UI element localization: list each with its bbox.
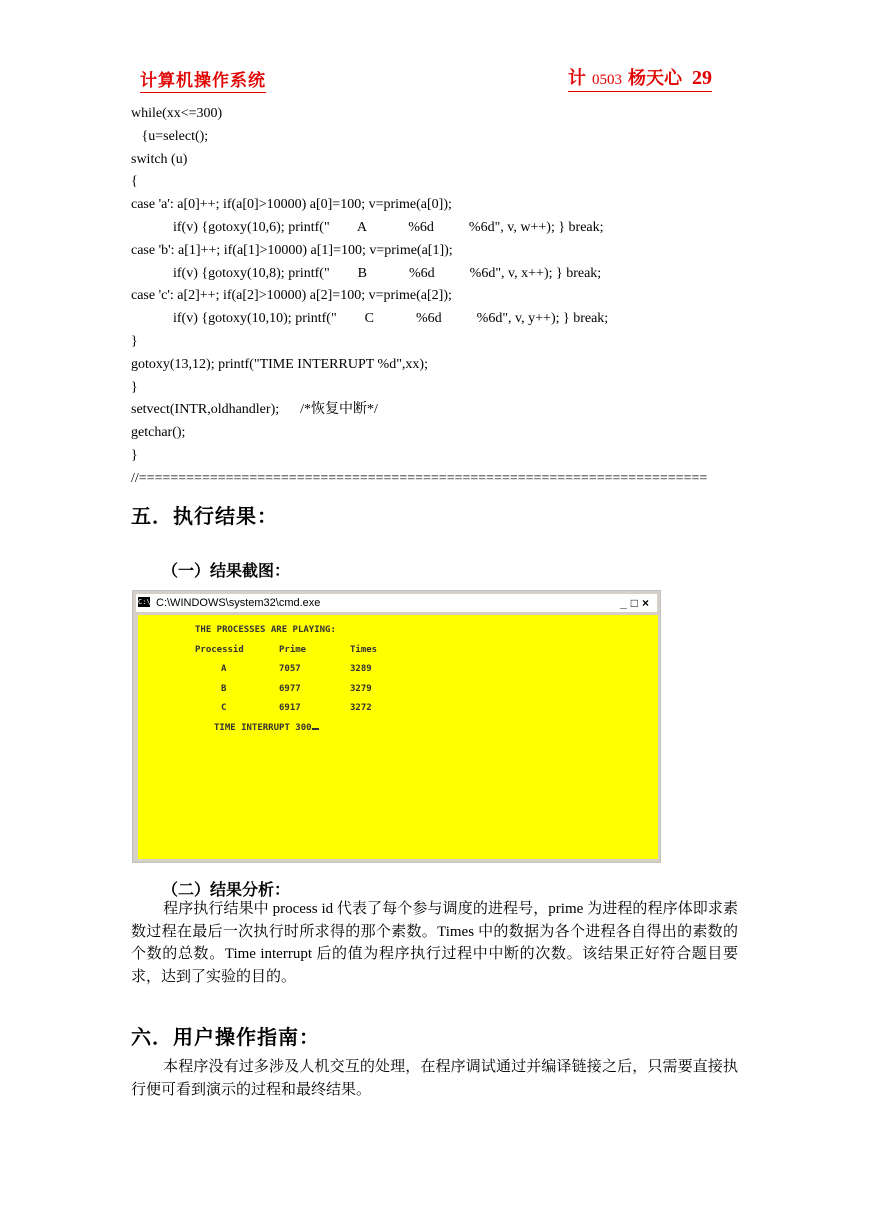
cmd-window <box>132 590 661 863</box>
author-name: 杨天心 <box>628 68 682 88</box>
row-c-id: C <box>221 703 227 713</box>
code-line: if(v) {gotoxy(10,8); printf(" B %6d %6d", v, x++); } break; <box>131 265 602 281</box>
section-5-sub2: （二）结果分析： <box>162 882 291 899</box>
section-6-title: 六．用户操作指南： <box>131 1027 320 1049</box>
analysis-paragraph <box>131 898 738 988</box>
section-5-title: 五．执行结果： <box>131 506 278 528</box>
console-heading: THE PROCESSES ARE PLAYING: <box>195 625 336 635</box>
code-line: case 'a': a[0]++; if(a[0]>10000) a[0]=100; v=prime(a[0]); <box>131 197 452 213</box>
code-line: switch (u) <box>131 151 188 167</box>
row-a-times: 3289 <box>350 664 372 674</box>
col-processid: Processid <box>195 645 244 655</box>
code-line: getchar(); <box>131 425 186 441</box>
code-line: if(v) {gotoxy(10,6); printf(" A %6d %6d", v, w++); } break; <box>131 219 604 235</box>
row-b-id: B <box>221 684 227 694</box>
col-prime: Prime <box>279 645 307 655</box>
row-b-prime: 6977 <box>279 684 301 694</box>
cmd-title: C:\WINDOWS\system32\cmd.exe <box>156 597 321 609</box>
code-line: setvect(INTR,oldhandler); /*恢复中断*/ <box>131 402 378 418</box>
code-line: case 'b': a[1]++; if(a[1]>10000) a[1]=100; v=prime(a[1]); <box>131 242 453 258</box>
code-line: } <box>131 447 138 463</box>
course-title: 计算机操作系统 <box>140 66 266 93</box>
code-line: case 'c': a[2]++; if(a[2]>10000) a[2]=100; v=prime(a[2]); <box>131 288 452 304</box>
row-c-times: 3272 <box>350 703 372 713</box>
console-output <box>138 615 658 859</box>
author-info <box>568 64 712 92</box>
row-b-times: 3279 <box>350 684 372 694</box>
code-block <box>131 103 707 491</box>
code-line: } <box>131 333 138 349</box>
guide-text: 本程序没有过多涉及人机交互的处理，在程序调试通过并编译链接之后，只需要直接执行便可看到演示的过程和最终结果。 <box>131 1059 738 1098</box>
section-5-sub1: （一）结果截图： <box>162 563 291 580</box>
code-line: //======================================================================== <box>131 470 708 486</box>
code-line: } <box>131 379 138 395</box>
col-times: Times <box>350 645 378 655</box>
guide-paragraph <box>131 1056 738 1101</box>
row-c-prime: 6917 <box>279 703 301 713</box>
cursor-icon <box>312 728 319 730</box>
code-line: gotoxy(13,12); printf("TIME INTERRUPT %d",xx); <box>131 356 428 372</box>
class-prefix: 计 <box>568 68 586 88</box>
code-line: {u=select(); <box>131 128 209 144</box>
cmd-icon: C:\ <box>138 598 151 606</box>
code-line: if(v) {gotoxy(10,10); printf(" C %6d %6d", v, y++); } break; <box>131 311 609 327</box>
code-line: { <box>131 174 138 190</box>
class-number: 0503 <box>592 72 622 88</box>
analysis-text: 程序执行结果中 process id 代表了每个参与调度的进程号，prime 为进程的程序体即求素数过程在最后一次执行时所求得的那个素数。Times 中的数据为各个进程各自得出的素数的个数的总数。Time interrupt 后的值为程序执行过程中中断的次数。该结果正好符合题目要求，达到了实验的目的。 <box>131 901 738 985</box>
interrupt-text: TIME INTERRUPT 300 <box>214 723 312 733</box>
window-controls-icon[interactable]: _□× <box>620 596 653 610</box>
page-number: 29 <box>692 67 712 89</box>
code-line: while(xx<=300) <box>131 106 223 121</box>
interrupt-line <box>214 723 319 733</box>
cmd-title-bar[interactable] <box>136 594 657 612</box>
row-a-id: A <box>221 664 227 674</box>
row-a-prime: 7057 <box>279 664 301 674</box>
